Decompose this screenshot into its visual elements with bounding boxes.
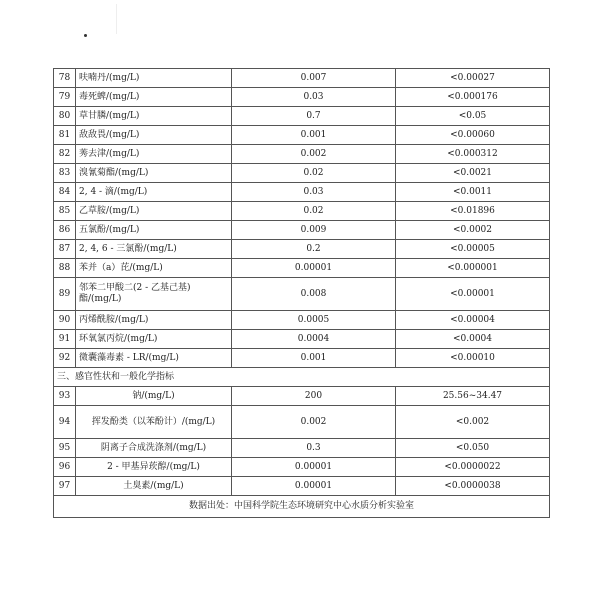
indicator-name: 苯并（a）芘/(mg/L): [76, 259, 232, 278]
table-row: [54, 202, 550, 221]
limit-value: 0.02: [232, 164, 396, 183]
row-number: 88: [54, 259, 76, 278]
indicator-name: 敌敌畏/(mg/L): [76, 126, 232, 145]
table-row: [54, 387, 550, 406]
indicator-name: 草甘膦/(mg/L): [76, 107, 232, 126]
indicator-name: 2 - 甲基异莰醇/(mg/L): [76, 458, 232, 477]
indicator-name: 乙草胺/(mg/L): [76, 202, 232, 221]
measured-value: <0.00060: [396, 126, 550, 145]
table-row: [54, 240, 550, 259]
source-note: 数据出处：中国科学院生态环境研究中心水质分析实验室: [54, 496, 550, 518]
indicator-name: 溴氰菊酯/(mg/L): [76, 164, 232, 183]
table-row: [54, 477, 550, 496]
section-title: 三、感官性状和一般化学指标: [54, 368, 550, 387]
row-number: 92: [54, 349, 76, 368]
table-row: [54, 145, 550, 164]
row-number: 95: [54, 439, 76, 458]
table-row: [54, 259, 550, 278]
measured-value: <0.0000038: [396, 477, 550, 496]
limit-value: 0.001: [232, 349, 396, 368]
row-number: 97: [54, 477, 76, 496]
indicator-name: 莠去津/(mg/L): [76, 145, 232, 164]
table-row: [54, 164, 550, 183]
indicator-name: 挥发酚类（以苯酚计）/(mg/L): [76, 406, 232, 439]
row-number: 94: [54, 406, 76, 439]
table-row: [54, 439, 550, 458]
limit-value: 0.002: [232, 406, 396, 439]
row-number: 83: [54, 164, 76, 183]
row-number: 79: [54, 88, 76, 107]
row-number: 89: [54, 278, 76, 311]
limit-value: 0.3: [232, 439, 396, 458]
measured-value: <0.050: [396, 439, 550, 458]
table-row: [54, 126, 550, 145]
indicator-name: 毒死蜱/(mg/L): [76, 88, 232, 107]
measured-value: <0.000312: [396, 145, 550, 164]
indicator-name: 2, 4 - 滴/(mg/L): [76, 183, 232, 202]
limit-value: 200: [232, 387, 396, 406]
limit-value: 0.002: [232, 145, 396, 164]
measured-value: 25.56~34.47: [396, 387, 550, 406]
table-row: [54, 221, 550, 240]
measured-value: <0.01896: [396, 202, 550, 221]
limit-value: 0.00001: [232, 259, 396, 278]
measured-value: <0.00004: [396, 311, 550, 330]
limit-value: 0.00001: [232, 477, 396, 496]
table-row: [54, 311, 550, 330]
limit-value: 0.00001: [232, 458, 396, 477]
indicator-name: 丙烯酰胺/(mg/L): [76, 311, 232, 330]
limit-value: 0.03: [232, 88, 396, 107]
section-row: [54, 368, 550, 387]
limit-value: 0.7: [232, 107, 396, 126]
bullet-dot: [84, 34, 87, 37]
row-number: 85: [54, 202, 76, 221]
row-number: 86: [54, 221, 76, 240]
measured-value: <0.0002: [396, 221, 550, 240]
row-number: 90: [54, 311, 76, 330]
table-row: [54, 183, 550, 202]
water-quality-table: [53, 68, 550, 518]
measured-value: <0.0011: [396, 183, 550, 202]
measured-value: <0.00001: [396, 278, 550, 311]
row-number: 91: [54, 330, 76, 349]
scan-artifact: [116, 4, 207, 34]
measured-value: <0.0000022: [396, 458, 550, 477]
limit-value: 0.008: [232, 278, 396, 311]
table-row: [54, 107, 550, 126]
indicator-name: 土臭素/(mg/L): [76, 477, 232, 496]
measured-value: <0.002: [396, 406, 550, 439]
limit-value: 0.007: [232, 69, 396, 88]
indicator-name: 呋喃丹/(mg/L): [76, 69, 232, 88]
measured-value: <0.00010: [396, 349, 550, 368]
table-row: [54, 406, 550, 439]
measured-value: <0.00027: [396, 69, 550, 88]
row-number: 87: [54, 240, 76, 259]
limit-value: 0.2: [232, 240, 396, 259]
row-number: 96: [54, 458, 76, 477]
limit-value: 0.0004: [232, 330, 396, 349]
table-row: [54, 278, 550, 311]
measured-value: <0.000001: [396, 259, 550, 278]
limit-value: 0.001: [232, 126, 396, 145]
indicator-name: 阴离子合成洗涤剂/(mg/L): [76, 439, 232, 458]
table-row: [54, 69, 550, 88]
row-number: 93: [54, 387, 76, 406]
measured-value: <0.05: [396, 107, 550, 126]
table-row: [54, 458, 550, 477]
measured-value: <0.00005: [396, 240, 550, 259]
limit-value: 0.0005: [232, 311, 396, 330]
measured-value: <0.0021: [396, 164, 550, 183]
indicator-name: 五氯酚/(mg/L): [76, 221, 232, 240]
row-number: 82: [54, 145, 76, 164]
table-body: [54, 69, 550, 518]
source-row: [54, 496, 550, 518]
limit-value: 0.03: [232, 183, 396, 202]
measured-value: <0.000176: [396, 88, 550, 107]
limit-value: 0.009: [232, 221, 396, 240]
row-number: 78: [54, 69, 76, 88]
indicator-name: 钠/(mg/L): [76, 387, 232, 406]
table-row: [54, 349, 550, 368]
row-number: 80: [54, 107, 76, 126]
indicator-name: 微囊藻毒素 - LR/(mg/L): [76, 349, 232, 368]
limit-value: 0.02: [232, 202, 396, 221]
table-row: [54, 88, 550, 107]
row-number: 81: [54, 126, 76, 145]
measured-value: <0.0004: [396, 330, 550, 349]
indicator-name: 环氧氯丙烷/(mg/L): [76, 330, 232, 349]
row-number: 84: [54, 183, 76, 202]
indicator-name: 邻苯二甲酸二(2 - 乙基己基)酯/(mg/L): [76, 278, 232, 311]
table-row: [54, 330, 550, 349]
indicator-name: 2, 4, 6 - 三氯酚/(mg/L): [76, 240, 232, 259]
